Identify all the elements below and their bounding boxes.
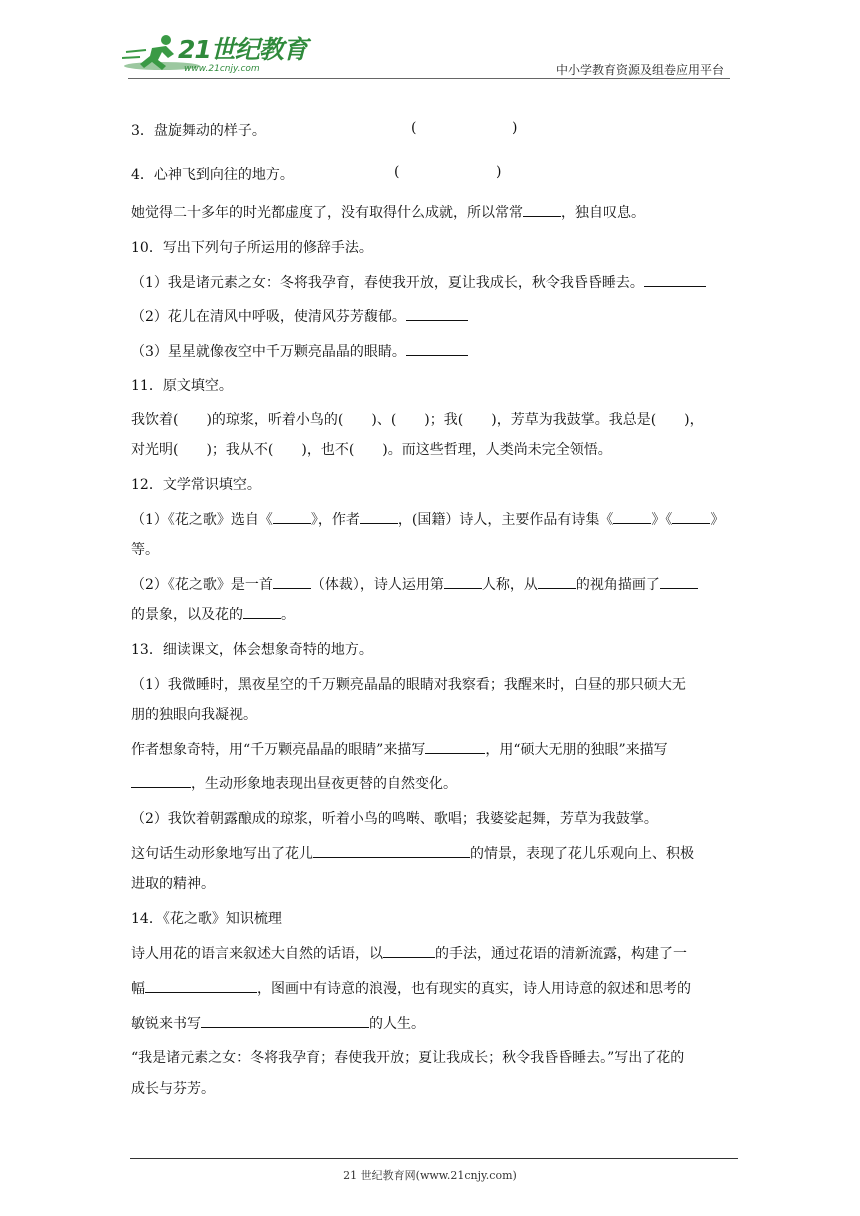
question-14-quote-cont: 成长与芬芳。 xyxy=(131,1081,215,1097)
question-14-line-3: 敏锐来书写 的人生。 xyxy=(131,1016,425,1032)
question-10-1: （1）我是诸元素之女：冬将我孕育，春使我开放，夏让我成长，秋令我昏昏睡去。 xyxy=(131,272,706,292)
answer-blank[interactable] xyxy=(672,511,710,524)
answer-blank[interactable] xyxy=(243,606,281,619)
page-header xyxy=(0,0,860,85)
answer-blank[interactable] xyxy=(660,576,698,589)
answer-blank[interactable] xyxy=(613,511,651,524)
question-13-1-line-1: （1）我微睡时，黑夜星空的千万颗亮晶晶的眼睛对我察看；我醒来时，白昼的那只硕大无 xyxy=(131,677,686,693)
question-13-title: 13．细读课文，体会想象奇特的地方。 xyxy=(131,642,373,658)
item-9-sentence: 她觉得二十多年的时光都虚度了，没有取得什么成就，所以常常 ，独自叹息。 xyxy=(131,205,645,221)
answer-blank[interactable] xyxy=(360,511,398,524)
question-12-1: （1）《花之歌》选自《 》，作者 ，(国籍）诗人，主要作品有诗集《 》《 》 xyxy=(131,512,725,528)
answer-blank[interactable] xyxy=(425,741,485,754)
question-13-1-answer: 作者想象奇特，用“千万颗亮晶晶的眼睛”来描写 ，用“硕大无朋的独眼”来描写 xyxy=(131,742,668,758)
answer-blank[interactable] xyxy=(313,845,470,858)
question-10-2: （2）花儿在清风中呼吸，使清风芬芳馥郁。 xyxy=(131,306,468,326)
question-13-2: （2）我饮着朝露酿成的琼浆，听着小鸟的鸣啭、歌唱；我婆娑起舞，芳草为我鼓掌。 xyxy=(131,811,658,827)
question-14-line-1: 诗人用花的语言来叙述大自然的话语，以 的手法，通过花语的清新流露，构建了一 xyxy=(131,946,687,962)
question-11-line-2: 对光明( )；我从不( )，也不( )。而这些哲理，人类尚未完全领悟。 xyxy=(131,442,612,458)
page-footer: 21 世纪教育网(www.21cnjy.com) xyxy=(343,1169,517,1182)
question-14-quote: “我是诸元素之女：冬将我孕育；春使我开放；夏让我成长；秋令我昏昏睡去。”写出了花的 xyxy=(131,1050,685,1066)
question-13-1-answer-cont: ，生动形象地表现出昼夜更替的自然变化。 xyxy=(131,773,457,793)
logo-text: 21世纪教育 xyxy=(178,35,307,64)
item-4: 4．心神飞到向往的地方。 ( ) xyxy=(131,164,502,183)
question-14-line-2: 幅 ，图画中有诗意的浪漫，也有现实的真实，诗人用诗意的叙述和思考的 xyxy=(131,981,691,997)
answer-blank[interactable] xyxy=(538,576,576,589)
question-13-1-line-2: 朋的独眼向我凝视。 xyxy=(131,707,257,723)
answer-blank[interactable] xyxy=(145,980,257,993)
question-10-title: 10．写出下列句子所运用的修辞手法。 xyxy=(131,240,373,256)
question-12-2: （2）《花之歌》是一首 （体裁），诗人运用第 人称，从 的视角描画了 xyxy=(131,574,698,594)
footer-divider xyxy=(130,1158,738,1159)
answer-blank[interactable] xyxy=(201,1015,369,1028)
question-11-line-1: 我饮着( )的琼浆，听着小鸟的( )、( )；我( )，芳草为我鼓掌。我总是( )， xyxy=(131,412,704,428)
answer-blank[interactable] xyxy=(273,511,311,524)
question-13-2-answer: 这句话生动形象地写出了花儿 的情景，表现了花儿乐观向上、积极 xyxy=(131,846,694,862)
platform-name: 中小学教育资源及组卷应用平台 xyxy=(555,63,724,77)
answer-blank[interactable] xyxy=(273,576,311,589)
answer-blank[interactable] xyxy=(523,204,561,217)
question-11-title: 11．原文填空。 xyxy=(131,378,233,394)
answer-blank[interactable] xyxy=(383,945,435,958)
question-14-title: 14．《花之歌》知识梳理 xyxy=(131,911,282,927)
question-12-2-cont: 的景象，以及花的 。 xyxy=(131,607,295,623)
question-12-1-cont: 等。 xyxy=(131,542,159,558)
header-divider xyxy=(128,78,730,79)
logo-url: www.21cnjy.com xyxy=(184,64,260,74)
question-12-title: 12．文学常识填空。 xyxy=(131,477,261,493)
answer-blank[interactable] xyxy=(406,308,468,321)
answer-blank[interactable] xyxy=(131,775,191,788)
question-13-2-answer-cont: 进取的精神。 xyxy=(131,876,215,892)
question-10-3: （3）星星就像夜空中千万颗亮晶晶的眼睛。 xyxy=(131,341,468,361)
answer-blank[interactable] xyxy=(644,274,706,287)
answer-blank[interactable] xyxy=(406,343,468,356)
item-3: 3．盘旋舞动的样子。 ( ) xyxy=(131,120,518,139)
answer-blank[interactable] xyxy=(444,576,482,589)
